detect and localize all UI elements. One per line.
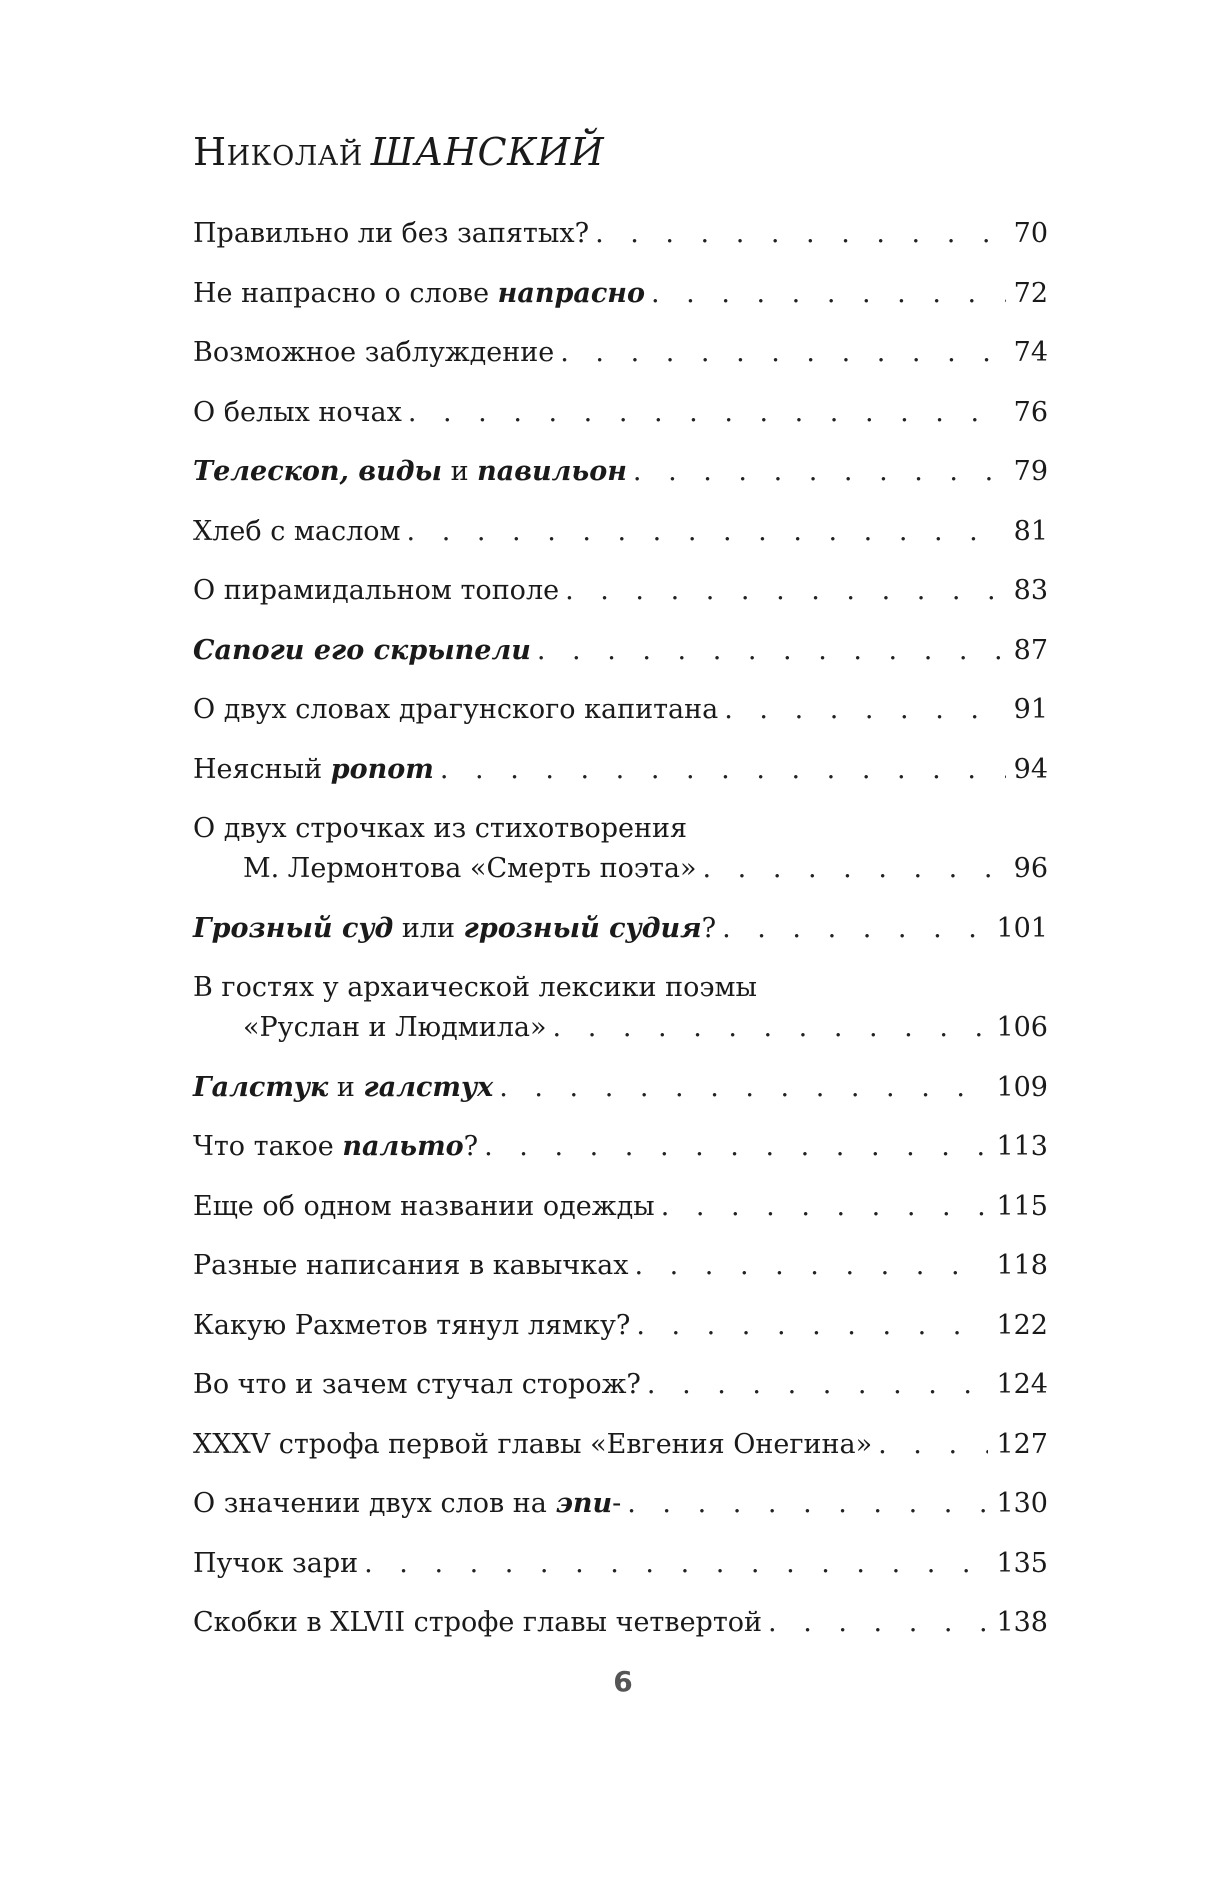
- toc-entry[interactable]: [193, 694, 1048, 734]
- toc-entry[interactable]: [193, 516, 1048, 556]
- toc-entry-line: [193, 1488, 1048, 1528]
- toc-page-number: 87: [1013, 634, 1048, 666]
- toc-entry-title: [193, 1191, 655, 1222]
- toc-entry-title: [193, 913, 716, 944]
- toc-entry-title: [193, 337, 554, 368]
- toc-entry-line: [193, 813, 1048, 853]
- title-text: или: [393, 912, 464, 944]
- toc-page-number: 113: [996, 1131, 1048, 1162]
- title-text: Неясный: [193, 753, 331, 785]
- toc-page-number: 130: [996, 1488, 1048, 1519]
- toc-entry-line: [193, 397, 1048, 437]
- emphasized-word: напрасно: [497, 277, 645, 309]
- toc-entry[interactable]: [193, 1488, 1048, 1528]
- toc-page-number: 124: [996, 1369, 1048, 1400]
- toc-page-number: 109: [996, 1071, 1048, 1103]
- toc-entry-line: [193, 575, 1048, 615]
- dot-leader: [565, 575, 1006, 606]
- toc-entry[interactable]: [193, 913, 1048, 953]
- dot-leader: [560, 337, 1005, 368]
- toc-entry-title: [193, 972, 757, 1003]
- title-text: Пучок зари: [193, 1547, 359, 1579]
- toc-entry-title: [193, 456, 627, 487]
- toc-entry-title: [193, 516, 401, 547]
- toc-entry[interactable]: [193, 1072, 1048, 1112]
- toc-entry-title: [193, 1548, 358, 1579]
- toc-entry-line: [193, 635, 1048, 675]
- toc-entry[interactable]: [193, 278, 1048, 318]
- toc-entry-line: [193, 1250, 1048, 1290]
- dot-leader: [440, 754, 1006, 785]
- toc-entry-line: [193, 278, 1048, 318]
- title-text: О двух словах драгунского капитана: [193, 694, 719, 725]
- toc-entry[interactable]: [193, 635, 1048, 675]
- toc-entry[interactable]: [193, 1429, 1048, 1469]
- author-last-name: ШАНСКИЙ: [370, 130, 605, 174]
- toc-page-number: 83: [1013, 575, 1048, 606]
- title-text: Не напрасно о слове: [193, 277, 498, 309]
- toc-entry-title: [193, 813, 687, 844]
- running-header: [193, 130, 604, 174]
- toc-entry-line: [193, 853, 1048, 893]
- dot-leader: [724, 694, 1005, 725]
- toc-entry-title: [193, 575, 559, 606]
- title-text: ?: [463, 1131, 479, 1162]
- emphasized-word: ропот: [330, 753, 434, 785]
- toc-entry-title: [193, 1369, 641, 1400]
- dot-leader: [703, 853, 1006, 884]
- dot-leader: [499, 1072, 988, 1103]
- dot-leader: [553, 1012, 989, 1043]
- toc-entry-title: [193, 1429, 872, 1460]
- dot-leader: [627, 1488, 988, 1519]
- toc-entry-title: [193, 397, 402, 428]
- toc-page-number: 74: [1013, 337, 1048, 368]
- emphasized-word: Телескоп, виды: [193, 456, 442, 487]
- title-text: О белых ночах: [193, 396, 402, 428]
- toc-entry[interactable]: [193, 1250, 1048, 1290]
- toc-entry[interactable]: [193, 1548, 1048, 1588]
- dot-leader: [636, 1310, 988, 1341]
- toc-entry-line: [193, 337, 1048, 377]
- toc-entry-line: [193, 516, 1048, 556]
- toc-page-number: 106: [996, 1012, 1048, 1043]
- emphasized-word: Грозный суд: [193, 912, 394, 944]
- toc-page-number: 94: [1013, 753, 1048, 785]
- toc-page-number: 127: [996, 1428, 1048, 1460]
- toc-entry-line: [193, 1131, 1048, 1171]
- title-text: В гостях у архаической лексики поэмы: [193, 972, 757, 1003]
- toc-entry-title: [193, 694, 718, 725]
- dot-leader: [722, 913, 988, 944]
- emphasized-word: Сапоги его скрыпели: [193, 634, 531, 666]
- emphasized-word: павильон: [477, 456, 627, 487]
- toc-entry-line: [193, 456, 1048, 496]
- title-text: О значении двух слов на: [193, 1488, 556, 1519]
- dot-leader: [634, 1250, 988, 1281]
- dot-leader: [633, 456, 1006, 487]
- title-text: -: [612, 1488, 622, 1519]
- page-number: 6: [613, 1665, 633, 1698]
- toc-entry[interactable]: [193, 813, 1048, 893]
- toc-entry-line: [193, 972, 1048, 1012]
- toc-entry-title-continuation: «Руслан и Людмила»: [243, 1012, 547, 1043]
- emphasized-word: галстух: [363, 1071, 494, 1103]
- toc-page-number: 96: [1013, 853, 1048, 884]
- toc-entry[interactable]: [193, 1607, 1048, 1647]
- dot-leader: [651, 278, 1006, 309]
- toc-entry-title: [193, 218, 589, 249]
- title-text: Скобки в XLVII строфе главы четвертой: [193, 1607, 763, 1638]
- toc-entry[interactable]: [193, 1131, 1048, 1171]
- title-text: Во что и зачем стучал сторож?: [193, 1369, 641, 1400]
- toc-entry-line: [193, 1191, 1048, 1231]
- dot-leader: [768, 1607, 988, 1638]
- dot-leader: [537, 635, 1006, 666]
- dot-leader: [878, 1429, 988, 1460]
- toc-entry-line: [193, 754, 1048, 794]
- toc-page-number: 72: [1013, 277, 1048, 309]
- toc-entry[interactable]: [193, 1369, 1048, 1409]
- dot-leader: [484, 1131, 988, 1162]
- title-text: и: [441, 456, 478, 487]
- toc-entry-title: [193, 278, 645, 309]
- toc-entry-line: [193, 1548, 1048, 1588]
- toc-entry[interactable]: [193, 1191, 1048, 1231]
- toc-page-number: 135: [996, 1547, 1048, 1579]
- toc-entry-title: [193, 635, 531, 666]
- toc-entry-title: [193, 1250, 628, 1281]
- toc-entry[interactable]: [193, 972, 1048, 1052]
- toc-entry-line: [193, 913, 1048, 953]
- toc-entry-line: [193, 1310, 1048, 1350]
- title-text: О двух строчках из стихотворения: [193, 813, 687, 844]
- toc-entry-title: [193, 1607, 762, 1638]
- title-text: и: [328, 1071, 364, 1103]
- title-text: Возможное заблуждение: [193, 337, 555, 368]
- toc-page-number: 138: [996, 1607, 1048, 1638]
- toc-entry-title: [193, 1310, 630, 1341]
- toc-entry[interactable]: [193, 575, 1048, 615]
- toc-entry-title: [193, 1131, 478, 1162]
- toc-page-number: 76: [1013, 396, 1048, 428]
- toc-entry-title: [193, 1488, 621, 1519]
- toc-entry-line: [193, 218, 1048, 258]
- toc-page-number: 101: [996, 912, 1048, 944]
- title-text: О пирамидальном тополе: [193, 575, 560, 606]
- title-text: Разные написания в кавычках: [193, 1250, 629, 1281]
- dot-leader: [647, 1369, 989, 1400]
- dot-leader: [364, 1548, 988, 1579]
- toc-entry[interactable]: [193, 1310, 1048, 1350]
- dot-leader: [407, 516, 1006, 547]
- toc-page-number: 115: [996, 1190, 1048, 1222]
- toc-page-number: 118: [996, 1250, 1048, 1281]
- title-text: Что такое: [193, 1131, 343, 1162]
- dot-leader: [661, 1191, 989, 1222]
- toc-entry[interactable]: [193, 754, 1048, 794]
- emphasized-word: Галстук: [193, 1071, 329, 1103]
- toc-entry-line: [193, 1429, 1048, 1469]
- emphasized-word: пальто: [342, 1131, 464, 1162]
- toc-page-number: 122: [996, 1309, 1048, 1341]
- emphasized-word: грозный судия: [463, 912, 702, 944]
- toc-entry-line: [193, 1072, 1048, 1112]
- toc-entry[interactable]: [193, 218, 1048, 258]
- toc-entry-line: [193, 1012, 1048, 1052]
- toc-page-number: 81: [1013, 515, 1048, 547]
- toc-entry-title-continuation: М. Лермонтова «Смерть поэта»: [243, 853, 697, 884]
- title-text: Какую Рахметов тянул лямку?: [193, 1309, 631, 1341]
- toc-entry[interactable]: [193, 456, 1048, 496]
- title-text: Еще об одном названии одежды: [193, 1190, 655, 1222]
- title-text: XXXV строфа первой главы «Евгения Онегина»: [193, 1428, 873, 1460]
- toc-page-number: 79: [1013, 456, 1048, 487]
- toc-entry-line: [193, 694, 1048, 734]
- dot-leader: [408, 397, 1006, 428]
- toc-entry-line: [193, 1607, 1048, 1647]
- author-first-name: Николай: [193, 130, 363, 174]
- title-text: ?: [701, 912, 717, 944]
- toc-entry-line: [193, 1369, 1048, 1409]
- title-text: Хлеб с маслом: [193, 515, 401, 547]
- toc-page-number: 70: [1013, 218, 1048, 249]
- dot-leader: [595, 218, 1006, 249]
- toc-entry-title: [193, 1072, 493, 1103]
- title-text: Правильно ли без запятых?: [193, 218, 590, 249]
- toc-page-number: 91: [1013, 694, 1048, 725]
- toc-entry[interactable]: [193, 397, 1048, 437]
- emphasized-word: эпи: [555, 1488, 613, 1519]
- toc-entry[interactable]: [193, 337, 1048, 377]
- toc-entry-title: [193, 754, 434, 785]
